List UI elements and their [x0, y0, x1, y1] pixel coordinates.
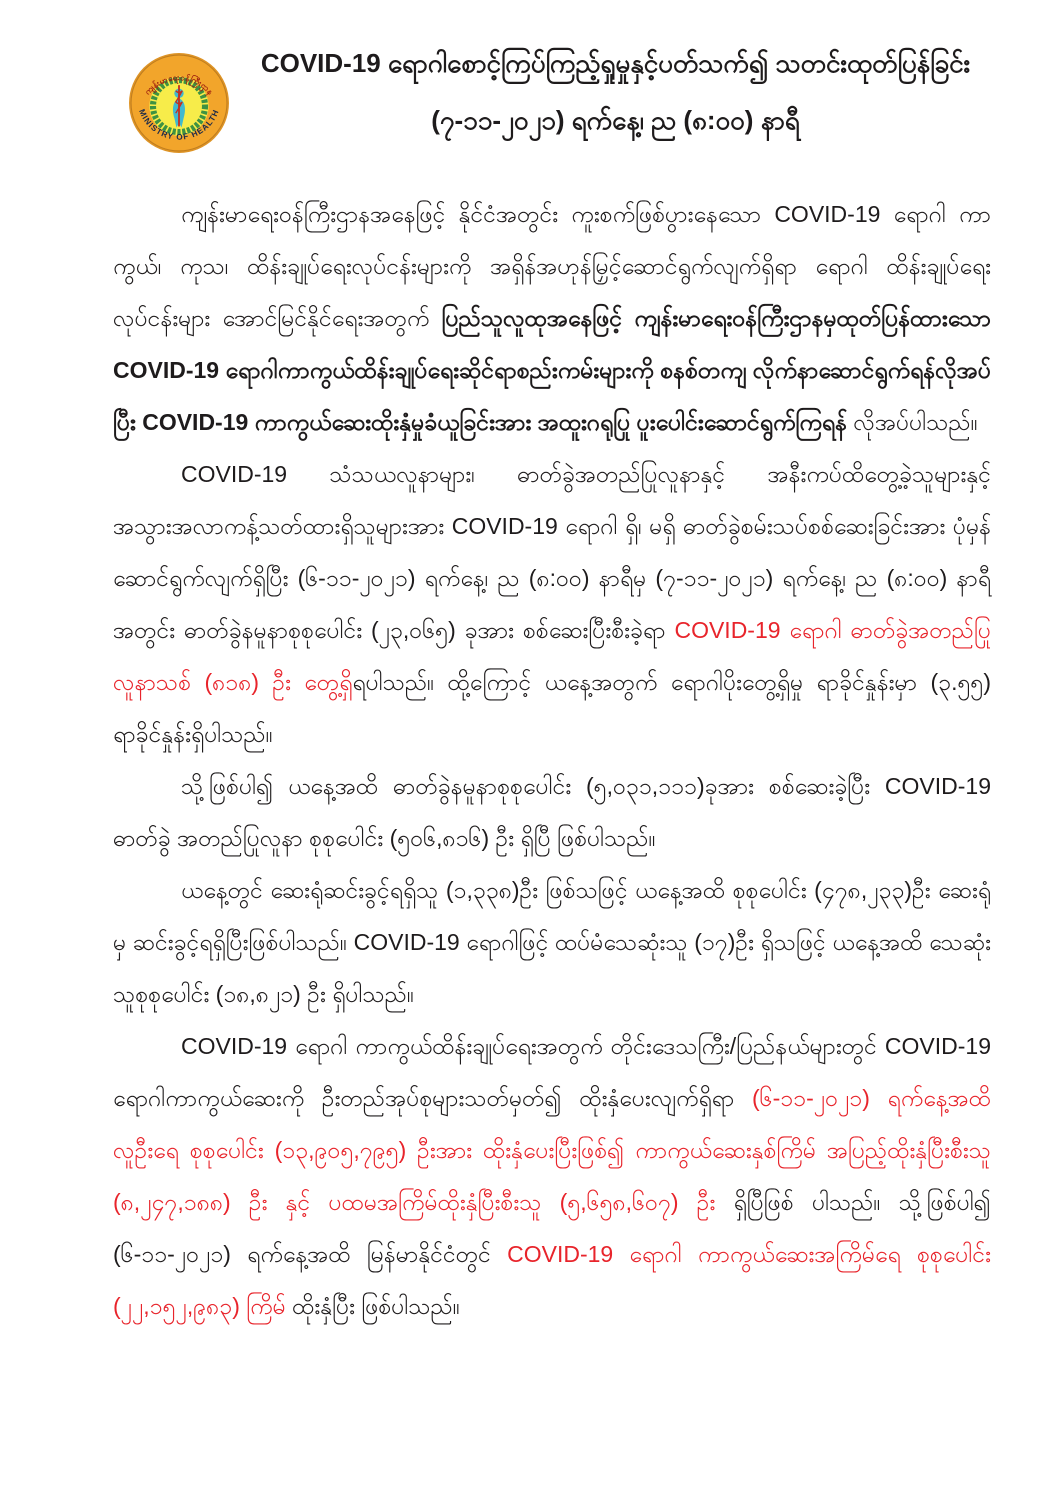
- paragraph-discharges-deaths: [113, 864, 991, 1020]
- text-segment: လိုအပ်ပါသည်။: [853, 409, 978, 435]
- document-header: [0, 0, 1061, 154]
- logo-english-org-name: MINISTRY OF HEALTH: [137, 107, 221, 142]
- text-segment: COVID-19 ရောဂါ ကာကွယ်ထိန်းချုပ်ရေးအတွက် တိုင်းဒေသကြီး/ပြည်နယ်များတွင် COVID-19 ရောဂါကာကွယ်ဆေးကို ဦးတည်အုပ်စုများသတ်မှတ်၍ ထိုးနှံပေးလျက်ရှိရာ: [113, 1033, 991, 1111]
- document-title: COVID-19 ရောဂါစောင့်ကြပ်ကြည့်ရှုမှုနှင့်ပတ်သက်၍ သတင်းထုတ်ပြန်ခြင်း: [260, 48, 971, 78]
- text-segment-highlight: COVID-19 ရောဂါ ဓာတ်ခွဲအတည်ပြုလူနာသစ် (၈၁၈) ဦး တွေ့ရှိ: [113, 617, 991, 695]
- text-segment: ကျန်းမာရေးဝန်ကြီးဌာနအနေဖြင့် နိုင်ငံအတွင်း ကူးစက်ဖြစ်ပွားနေသော COVID-19 ရောဂါ ကာကွယ်၊ ကုသ၊ ထိန်းချုပ်ရေးလုပ်ငန်းများကို အရှိန်အဟုန်မြှင့်ဆောင်ရွက်လျက်ရှိရာ ရောဂါ ထိန်းချုပ်ရေးလုပ်ငန်းများ အောင်မြင်နိုင်ရေးအတွက်: [113, 201, 991, 331]
- text-segment: COVID-19 သံသယလူနာများ၊ ဓာတ်ခွဲအတည်ပြုလူနာနှင့် အနီးကပ်ထိတွေ့ခဲ့သူများနှင့် အသွားအလာကန့်သတ်ထားရှိသူများအား COVID-19 ရောဂါ ရှိ၊ မရှိ ဓာတ်ခွဲစမ်းသပ်စစ်ဆေးခြင်းအား ပုံမှန်ဆောင်ရွက်လျက်ရှိပြီး (၆-၁၁-၂၀၂၁) ရက်နေ့၊ ည (၈:၀၀) နာရီမှ (၇-၁၁-၂၀၂၁) ရက်နေ့၊ ည (၈:၀၀) နာရီအတွင်း ဓာတ်ခွဲနမူနာစုစုပေါင်း (၂၃,၀၆၅) ခုအား စစ်ဆေးပြီးစီးခဲ့ရာ: [113, 461, 991, 643]
- paragraph-overview: [113, 188, 991, 448]
- text-segment-bold: ပြည်သူလူထုအနေဖြင့် ကျန်းမာရေးဝန်ကြီးဌာနမှထုတ်ပြန်ထားသော COVID-19 ရောဂါကာကွယ်ထိန်းချုပ်ရေးဆိုင်ရာစည်းကမ်းများကို စနစ်တကျ လိုက်နာဆောင်ရွက်ရန်လိုအပ်ပြီး COVID-19 ကာကွယ်ဆေးထိုးနှံမှုခံယူခြင်းအား အထူးဂရုပြု ပူးပေါင်းဆောင်ရွက်ကြရန်: [113, 305, 992, 435]
- ministry-of-health-logo-icon: [128, 52, 230, 154]
- logo-burmese-org-name: ကျန်းမာရေးဝန်ကြီးဌာန: [143, 72, 216, 97]
- paragraph-vaccination: [113, 1020, 991, 1332]
- text-segment: ယနေ့တွင် ဆေးရုံဆင်းခွင့်ရရှိသူ (၁,၃၃၈)ဦး ဖြစ်သဖြင့် ယနေ့အထိ စုစုပေါင်း (၄၇၈,၂၃၃)ဦး ဆေးရုံမှ ဆင်းခွင့်ရရှိပြီးဖြစ်ပါသည်။ COVID-19 ရောဂါဖြင့် ထပ်မံသေဆုံးသူ (၁၇)ဦး ရှိသဖြင့် ယနေ့အထိ သေဆုံးသူစုစုပေါင်း (၁၈,၈၂၁) ဦး ရှိပါသည်။: [113, 877, 991, 1007]
- paragraph-cumulative-cases: [113, 760, 991, 864]
- title-block: [230, 44, 1001, 142]
- text-segment-highlight: (၆-၁၁-၂၀၂၁) ရက်နေ့အထိ လူဦးရေ စုစုပေါင်း (၁၃,၉၀၅,၇၉၅) ဦးအား ထိုးနှံပေးပြီးဖြစ်၍ ကာကွယ်ဆေးနှစ်ကြိမ် အပြည့်ထိုးနှံပြီးစီးသူ (၈,၂၄၇,၁၈၈) ဦး နှင့် ပထမအကြိမ်ထိုးနှံပြီးစီးသူ (၅,၆၅၈,၆၀၇) ဦး: [113, 1085, 991, 1215]
- text-segment: ရပါသည်။ ထို့ကြောင့် ယနေ့အတွက် ရောဂါပိုးတွေ့ရှိမှု ရာခိုင်နှုန်းမှာ (၃.၅၅) ရာခိုင်နှုန်းရှိပါသည်။: [113, 669, 991, 747]
- text-segment: ထိုးနှံပြီး ဖြစ်ပါသည်။: [292, 1293, 460, 1319]
- document-date-time: (၇-၁၁-၂၀၂၁) ရက်နေ့၊ ည (၈:၀၀) နာရီ: [431, 105, 800, 136]
- text-segment: သို့ဖြစ်ပါ၍ ယနေ့အထိ ဓာတ်ခွဲနမူနာစုစုပေါင်း (၅,၀၃၁,၁၁၁)ခုအား စစ်ဆေးခဲ့ပြီး COVID-19 ဓာတ်ခွဲ အတည်ပြုလူနာ စုစုပေါင်း (၅၀၆,၈၁၆) ဦး ရှိပြီ ဖြစ်ပါသည်။: [113, 773, 991, 851]
- paragraph-daily-testing: [113, 448, 991, 760]
- text-segment-highlight: COVID-19 ရောဂါ ကာကွယ်ဆေးအကြိမ်ရေ စုစုပေါင်း (၂၂,၁၅၂,၉၈၃) ကြိမ်: [113, 1241, 991, 1319]
- document-body: [113, 188, 991, 1332]
- ministry-of-health-logo: [128, 52, 230, 154]
- text-segment: ရှိပြီဖြစ် ပါသည်။ သို့ဖြစ်ပါ၍ (၆-၁၁-၂၀၂၁) ရက်နေ့အထိ မြန်မာနိုင်ငံတွင်: [113, 1189, 991, 1267]
